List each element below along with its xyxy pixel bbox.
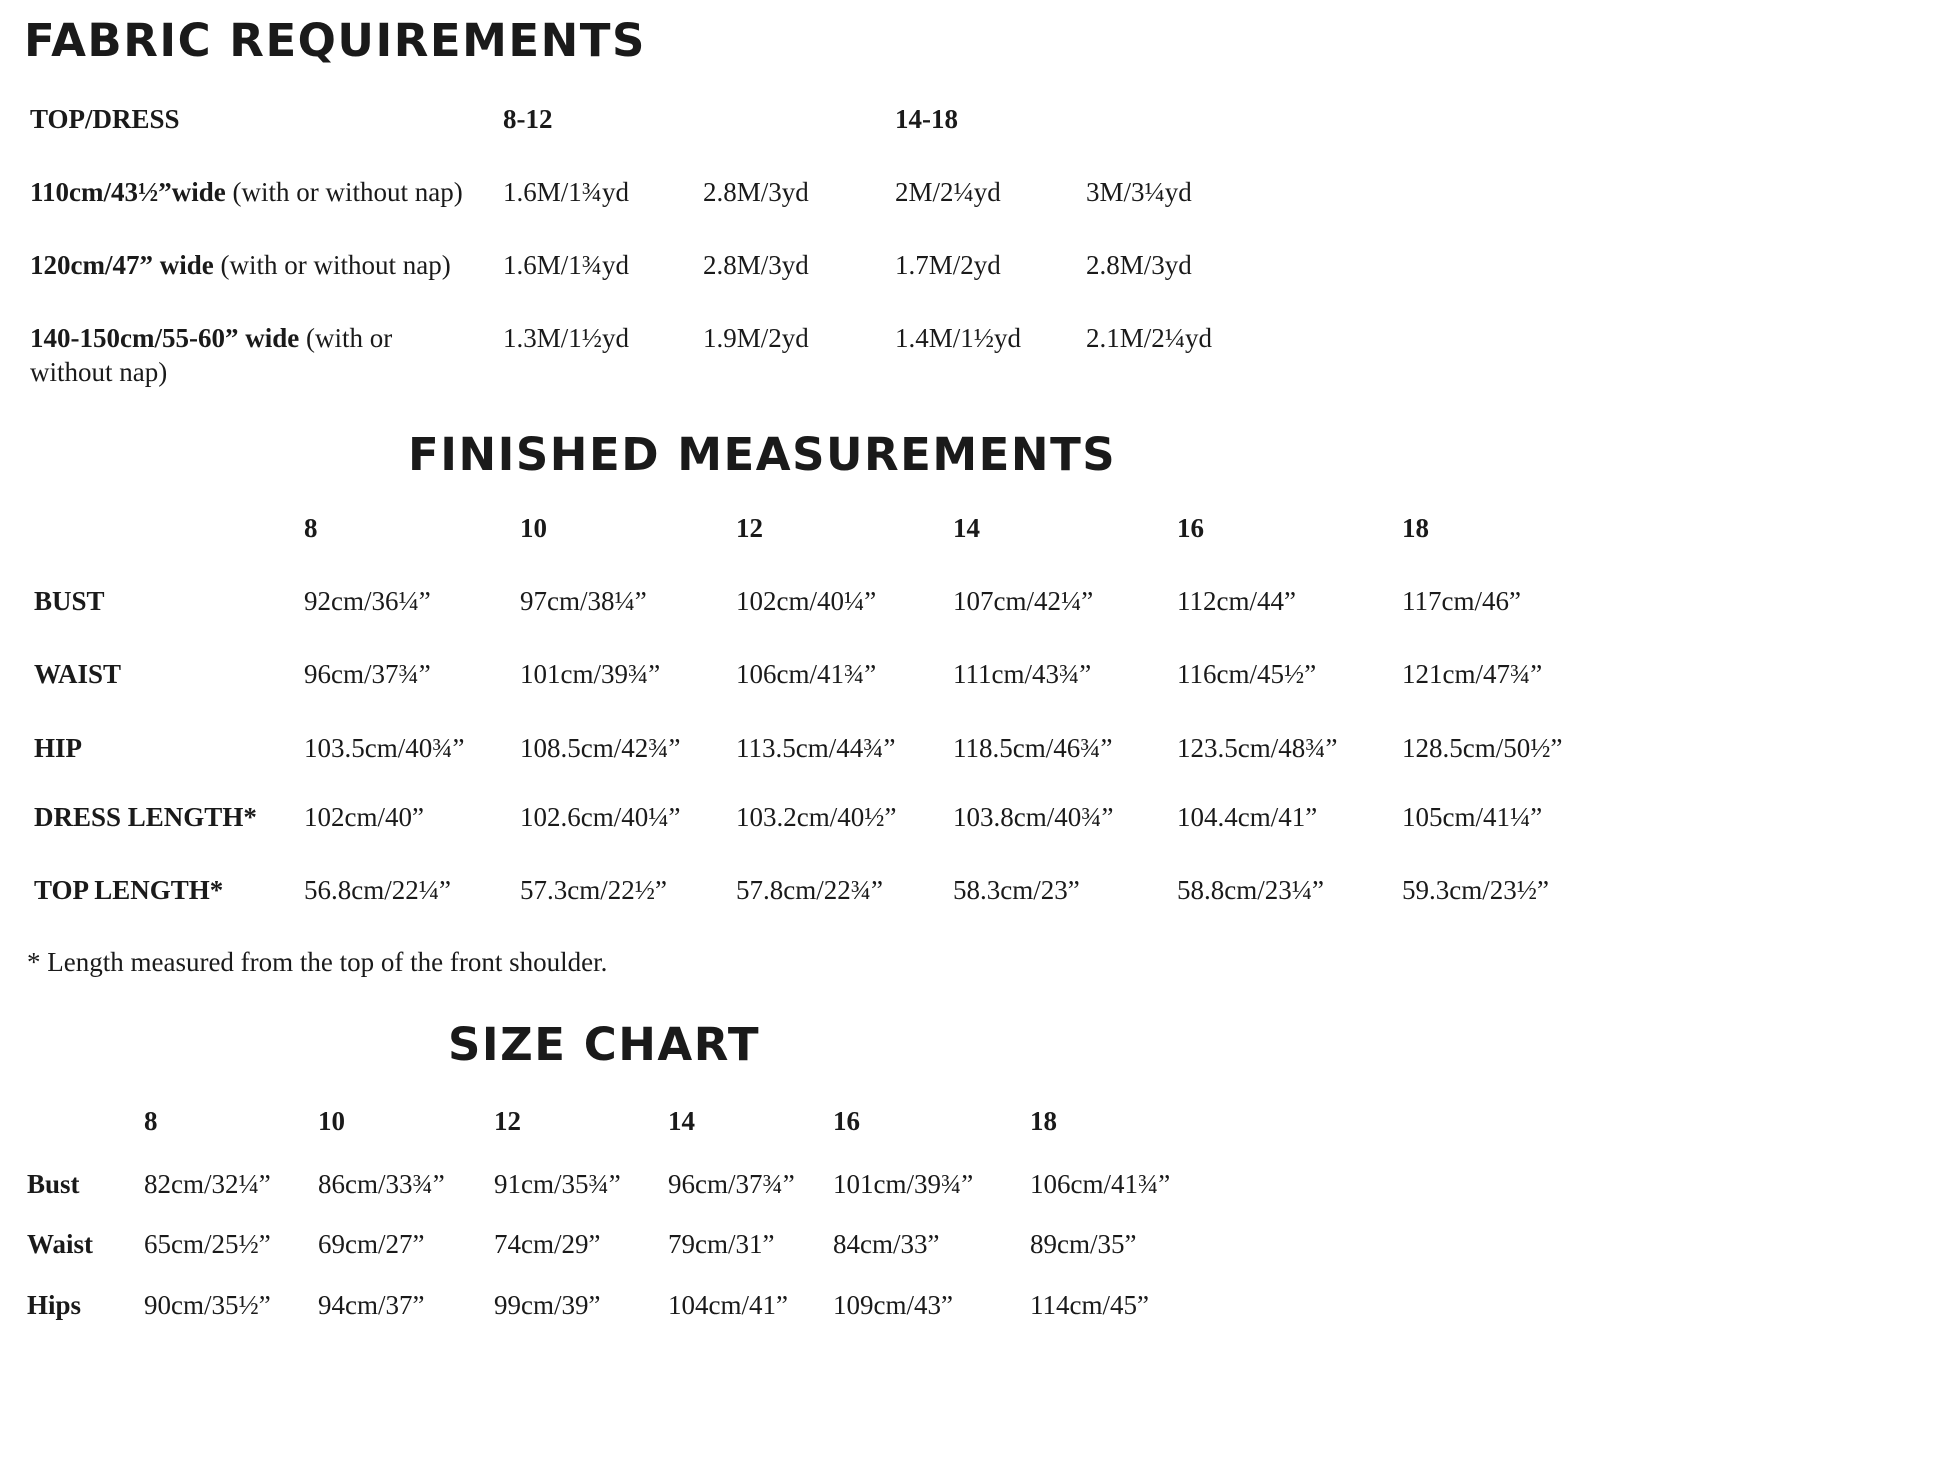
size-chart-value: 90cm/35½” bbox=[144, 1290, 271, 1320]
fabric-value: 2.1M/2¼yd bbox=[1086, 323, 1213, 353]
finished-value: 103.2cm/40½” bbox=[736, 802, 897, 832]
finished-value: 105cm/41¼” bbox=[1402, 802, 1543, 832]
finished-value: 117cm/46” bbox=[1402, 586, 1521, 616]
fabric-width: 120cm/47” wide bbox=[30, 250, 214, 280]
finished-value: 97cm/38¼” bbox=[520, 586, 647, 616]
fabric-size-group-8-12: 8-12 bbox=[503, 104, 553, 134]
size-chart-row-label: Hips bbox=[27, 1290, 82, 1320]
fabric-row-label bbox=[30, 175, 463, 209]
fabric-width: 140-150cm/55-60” wide bbox=[30, 323, 300, 353]
size-chart-value: 101cm/39¾” bbox=[833, 1169, 974, 1199]
finished-value: 108.5cm/42¾” bbox=[520, 733, 681, 763]
size-chart-value: 96cm/37¾” bbox=[668, 1169, 795, 1199]
finished-value: 121cm/47¾” bbox=[1402, 659, 1543, 689]
finished-value: 106cm/41¾” bbox=[736, 659, 877, 689]
finished-value: 113.5cm/44¾” bbox=[736, 733, 896, 763]
finished-size-header: 14 bbox=[953, 513, 980, 543]
fabric-nap-note: (with or without nap) bbox=[225, 177, 463, 207]
fabric-row-label bbox=[30, 321, 460, 389]
fabric-size-group-14-18: 14-18 bbox=[895, 104, 958, 134]
finished-row-label: HIP bbox=[34, 733, 83, 763]
finished-measurements-title: FINISHED MEASUREMENTS bbox=[408, 428, 1117, 481]
finished-value: 104.4cm/41” bbox=[1177, 802, 1318, 832]
fabric-value: 1.6M/1¾yd bbox=[503, 250, 630, 280]
fabric-value: 1.7M/2yd bbox=[895, 250, 1001, 280]
fabric-value: 1.3M/1½yd bbox=[503, 323, 630, 353]
finished-value: 102cm/40” bbox=[304, 802, 424, 832]
finished-value: 57.8cm/22¾” bbox=[736, 875, 883, 905]
finished-value: 103.5cm/40¾” bbox=[304, 733, 465, 763]
size-chart-size-header: 12 bbox=[494, 1106, 521, 1136]
fabric-value: 1.6M/1¾yd bbox=[503, 177, 630, 207]
fabric-value: 1.9M/2yd bbox=[703, 323, 809, 353]
finished-size-header: 10 bbox=[520, 513, 547, 543]
finished-value: 101cm/39¾” bbox=[520, 659, 661, 689]
size-chart-title: SIZE CHART bbox=[448, 1018, 761, 1071]
size-chart-value: 104cm/41” bbox=[668, 1290, 788, 1320]
finished-value: 58.8cm/23¼” bbox=[1177, 875, 1324, 905]
size-chart-value: 69cm/27” bbox=[318, 1229, 425, 1259]
finished-row-label: WAIST bbox=[34, 659, 122, 689]
finished-row-label: TOP LENGTH* bbox=[34, 875, 224, 905]
size-chart-value: 109cm/43” bbox=[833, 1290, 953, 1320]
finished-row-label: BUST bbox=[34, 586, 105, 616]
finished-value: 96cm/37¾” bbox=[304, 659, 431, 689]
fabric-value: 2.8M/3yd bbox=[703, 250, 809, 280]
size-chart-value: 84cm/33” bbox=[833, 1229, 940, 1259]
finished-size-header: 16 bbox=[1177, 513, 1204, 543]
size-chart-value: 74cm/29” bbox=[494, 1229, 601, 1259]
finished-value: 112cm/44” bbox=[1177, 586, 1296, 616]
size-chart-size-header: 18 bbox=[1030, 1106, 1057, 1136]
fabric-value: 2.8M/3yd bbox=[1086, 250, 1192, 280]
size-chart-value: 79cm/31” bbox=[668, 1229, 775, 1259]
finished-value: 107cm/42¼” bbox=[953, 586, 1094, 616]
size-chart-size-header: 14 bbox=[668, 1106, 695, 1136]
finished-value: 103.8cm/40¾” bbox=[953, 802, 1114, 832]
finished-size-header: 12 bbox=[736, 513, 763, 543]
size-chart-size-header: 10 bbox=[318, 1106, 345, 1136]
fabric-value: 2M/2¼yd bbox=[895, 177, 1001, 207]
finished-value: 57.3cm/22½” bbox=[520, 875, 667, 905]
size-chart-row-label: Waist bbox=[27, 1229, 94, 1259]
size-chart-value: 114cm/45” bbox=[1030, 1290, 1149, 1320]
finished-value: 128.5cm/50½” bbox=[1402, 733, 1563, 763]
fabric-requirements-title: FABRIC REQUIREMENTS bbox=[24, 14, 646, 67]
finished-value: 56.8cm/22¼” bbox=[304, 875, 451, 905]
fabric-value: 2.8M/3yd bbox=[703, 177, 809, 207]
finished-value: 102.6cm/40¼” bbox=[520, 802, 681, 832]
finished-value: 102cm/40¼” bbox=[736, 586, 877, 616]
finished-value: 92cm/36¼” bbox=[304, 586, 431, 616]
length-footnote: * Length measured from the top of the front shoulder. bbox=[27, 947, 608, 977]
fabric-row-label bbox=[30, 248, 451, 282]
fabric-value: 1.4M/1½yd bbox=[895, 323, 1022, 353]
finished-value: 116cm/45½” bbox=[1177, 659, 1317, 689]
finished-size-header: 8 bbox=[304, 513, 318, 543]
finished-value: 118.5cm/46¾” bbox=[953, 733, 1113, 763]
size-chart-row-label: Bust bbox=[27, 1169, 80, 1199]
fabric-width: 110cm/43½”wide bbox=[30, 177, 226, 207]
fabric-nap-note: (with or without nap) bbox=[30, 323, 393, 387]
size-chart-value: 99cm/39” bbox=[494, 1290, 601, 1320]
size-chart-value: 106cm/41¾” bbox=[1030, 1169, 1171, 1199]
fabric-nap-note: (with or without nap) bbox=[213, 250, 451, 280]
size-chart-size-header: 8 bbox=[144, 1106, 158, 1136]
size-chart-value: 91cm/35¾” bbox=[494, 1169, 621, 1199]
finished-value: 59.3cm/23½” bbox=[1402, 875, 1549, 905]
finished-value: 111cm/43¾” bbox=[953, 659, 1092, 689]
finished-value: 58.3cm/23” bbox=[953, 875, 1080, 905]
size-chart-size-header: 16 bbox=[833, 1106, 860, 1136]
fabric-label-header: TOP/DRESS bbox=[30, 104, 180, 134]
fabric-value: 3M/3¼yd bbox=[1086, 177, 1192, 207]
finished-size-header: 18 bbox=[1402, 513, 1429, 543]
finished-row-label: DRESS LENGTH* bbox=[34, 802, 257, 832]
size-chart-value: 82cm/32¼” bbox=[144, 1169, 271, 1199]
size-chart-value: 89cm/35” bbox=[1030, 1229, 1137, 1259]
finished-value: 123.5cm/48¾” bbox=[1177, 733, 1338, 763]
size-chart-value: 86cm/33¾” bbox=[318, 1169, 445, 1199]
size-chart-value: 94cm/37” bbox=[318, 1290, 425, 1320]
size-chart-value: 65cm/25½” bbox=[144, 1229, 271, 1259]
